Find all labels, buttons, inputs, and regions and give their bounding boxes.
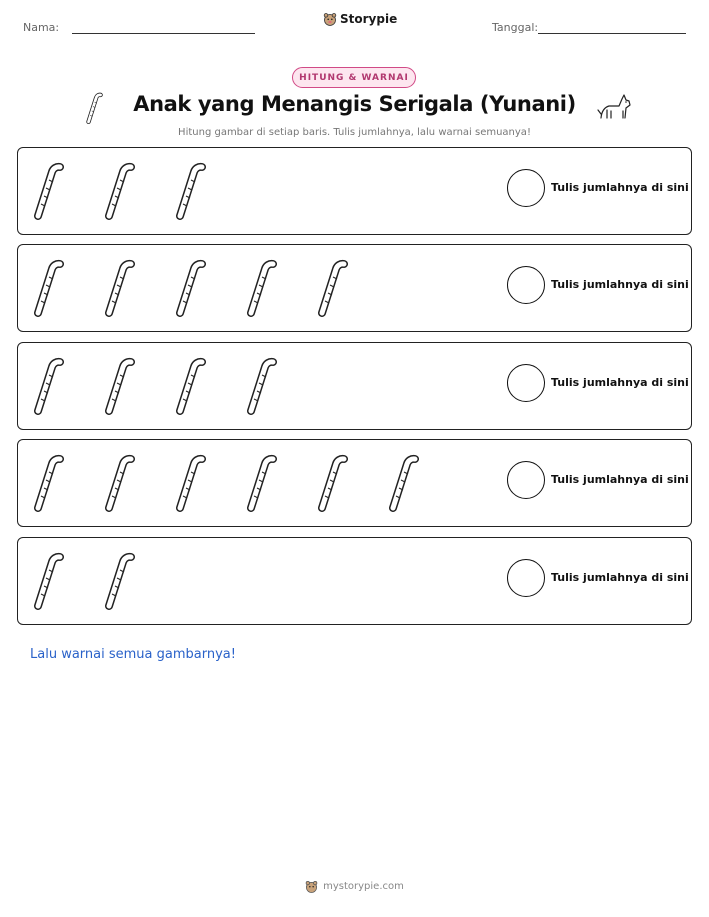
candy-cane-icon: [103, 450, 135, 512]
candy-cane-icon: [103, 548, 135, 610]
answer-label: Tulis jumlahnya di sini: [551, 376, 689, 389]
counting-row: [17, 244, 692, 332]
candy-cane-icon: [245, 255, 277, 317]
candy-cane-icon: [32, 353, 64, 415]
answer-circle[interactable]: [507, 559, 545, 597]
candy-cane-icon: [245, 450, 277, 512]
answer-label: Tulis jumlahnya di sini: [551, 278, 689, 291]
instruction-text: Hitung gambar di setiap baris. Tulis jumlahnya, lalu warnai semuanya!: [178, 127, 531, 138]
candy-cane-icon: [32, 255, 64, 317]
counting-row: [17, 439, 692, 527]
counting-row: [17, 537, 692, 625]
answer-circle[interactable]: [507, 364, 545, 402]
counting-row: [17, 147, 692, 235]
answer-circle[interactable]: [507, 169, 545, 207]
answer-circle[interactable]: [507, 266, 545, 304]
candy-cane-icon: [174, 255, 206, 317]
brand-logo: [323, 12, 397, 26]
candy-cane-icon: [32, 158, 64, 220]
candy-cane-icon: [103, 353, 135, 415]
mascot-icon: [323, 12, 337, 26]
date-label: Tanggal:: [492, 21, 539, 34]
activity-badge: HITUNG & WARNAI: [292, 67, 416, 88]
candy-cane-icon: [316, 255, 348, 317]
candy-cane-icon: [245, 353, 277, 415]
answer-circle[interactable]: [507, 461, 545, 499]
candy-cane-icon: [103, 158, 135, 220]
candy-cane-icon: [174, 450, 206, 512]
brand-name: Storypie: [340, 12, 398, 26]
date-field[interactable]: [538, 33, 686, 34]
counting-row: [17, 342, 692, 430]
footer-note: Lalu warnai semua gambarnya!: [30, 647, 236, 662]
page-title: Anak yang Menangis Serigala (Yunani): [133, 92, 576, 116]
candy-cane-icon: [174, 353, 206, 415]
candy-cane-icon: [32, 548, 64, 610]
candy-cane-icon: [316, 450, 348, 512]
answer-label: Tulis jumlahnya di sini: [551, 473, 689, 486]
site-url: mystorypie.com: [323, 881, 404, 892]
site-footer: [0, 880, 709, 893]
candy-cane-icon: [103, 255, 135, 317]
candy-cane-icon: [387, 450, 419, 512]
name-field[interactable]: [72, 33, 255, 34]
wolf-icon: [597, 90, 633, 124]
answer-label: Tulis jumlahnya di sini: [551, 181, 689, 194]
candy-cane-icon: [32, 450, 64, 512]
answer-label: Tulis jumlahnya di sini: [551, 571, 689, 584]
candy-cane-icon: [174, 158, 206, 220]
name-label: Nama:: [23, 21, 60, 34]
mascot-icon: [305, 880, 318, 893]
